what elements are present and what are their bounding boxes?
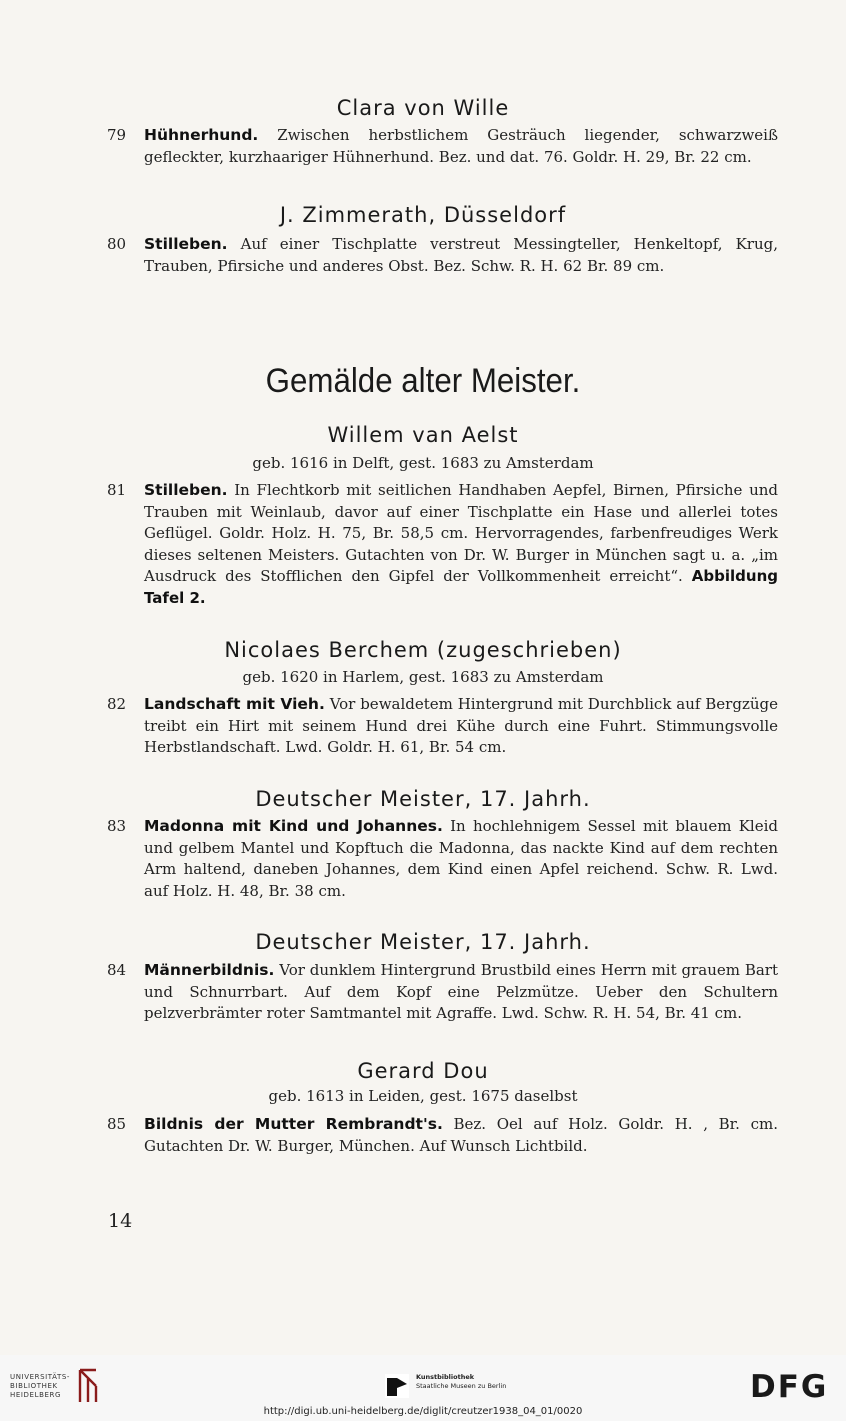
catalog-entry [107, 234, 778, 277]
artist-heading: Willem van Aelst [327, 423, 519, 447]
catalog-entry [107, 816, 778, 902]
section-title: Gemälde alter Meister. [265, 362, 581, 400]
dfg-logo[interactable]: DFG [750, 1369, 829, 1405]
artist-dates: geb. 1620 in Harlem, gest. 1683 zu Amsterdam [242, 668, 604, 686]
catalog-entry [107, 1114, 778, 1157]
lot-title: Landschaft mit Vieh. [144, 695, 325, 713]
lot-description: Auf einer Tischplatte verstreut Messingteller, Henkeltopf, Krug, Trauben, Pfirsiche und anderes Obst. Bez. Schw. R. H. 62 Br. 89 cm. [144, 235, 778, 275]
lot-number: 82 [107, 695, 127, 713]
lot-title: Madonna mit Kind und Johannes. [144, 817, 443, 835]
source-url[interactable]: http://digi.ub.uni-heidelberg.de/diglit/creutzer1938_04_01/0020 [263, 1406, 583, 1417]
page-number: 14 [108, 1210, 133, 1232]
artist-heading: Deutscher Meister, 17. Jahrh. [255, 930, 591, 954]
artist-heading: J. Zimmerath, Düsseldorf [279, 203, 567, 227]
lot-description: In Flechtkorb mit seitlichen Handhaben Aepfel, Birnen, Pfirsiche und Trauben mit Weinlaub, davor auf einer Tischplatte ein Hase und allerlei totes Geflügel. Goldr. Holz. H. 75, Br. 58,5 cm. Hervorragendes, farbenfreudiges Werk dieses seltenen Meisters. Gutachten von Dr. W. Burger in München sagt u. a. „im Ausdruck des Stofflichen den Gipfel der Vollkommenheit erreicht“. [144, 481, 778, 586]
catalog-entry [107, 125, 778, 168]
artist-heading: Deutscher Meister, 17. Jahrh. [255, 787, 591, 811]
lot-description: Zwischen herbstlichem Gesträuch liegender, schwarzweiß gefleckter, kurzhaariger Hühnerhund. Bez. und dat. 76. Goldr. H. 29, Br. 22 cm. [144, 126, 778, 166]
kunstbibliothek-label: Kunstbibliothek Staatliche Museen zu Berlin [416, 1373, 507, 1390]
lot-number: 84 [107, 961, 127, 979]
lot-title: Stilleben. [144, 481, 228, 499]
artist-heading: Clara von Wille [336, 96, 510, 120]
catalog-entry [107, 960, 778, 1025]
lot-number: 85 [107, 1115, 127, 1133]
lot-title: Bildnis der Mutter Rembrandt's. [144, 1115, 443, 1133]
university-logo-icon[interactable] [76, 1368, 102, 1404]
lot-title: Hühnerhund. [144, 126, 259, 144]
lot-description: Vor bewaldetem Hintergrund mit Durchblick auf Bergzüge treibt ein Hirt mit seinem Hund drei Kühe durch eine Fuhrt. Stimmungsvolle Herbstlandschaft. Lwd. Goldr. H. 61, Br. 54 cm. [144, 695, 778, 757]
artist-heading: Gerard Dou [357, 1059, 489, 1083]
catalog-entry [107, 694, 778, 759]
catalog-entry [107, 480, 778, 610]
artist-dates: geb. 1616 in Delft, gest. 1683 zu Amsterdam [252, 454, 594, 472]
artist-dates: geb. 1613 in Leiden, gest. 1675 daselbst [268, 1087, 578, 1105]
lot-number: 81 [107, 481, 127, 499]
lot-description: Bez. Oel auf Holz. Goldr. H. , Br. cm. Gutachten Dr. W. Burger, München. Auf Wunsch Lichtbild. [144, 1115, 778, 1155]
kunstbibliothek-logo-icon[interactable] [385, 1374, 409, 1398]
lot-title: Männerbildnis. [144, 961, 275, 979]
lot-number: 80 [107, 235, 127, 253]
lot-title: Stilleben. [144, 235, 228, 253]
plate-reference: Abbildung Tafel 2. [144, 567, 778, 607]
lot-number: 83 [107, 817, 127, 835]
university-library-label: UNIVERSITÄTS- BIBLIOTHEK HEIDELBERG [10, 1373, 71, 1399]
lot-description: Vor dunklem Hintergrund Brustbild eines Herrn mit grauem Bart und Schnurrbart. Auf dem Kopf eine Pelzmütze. Ueber den Schultern pelzverbrämter roter Samtmantel mit Agraffe. Lwd. Schw. R. H. 54, Br. 41 cm. [144, 961, 778, 1023]
lot-number: 79 [107, 126, 127, 144]
lot-description: In hochlehnigem Sessel mit blauem Kleid und gelbem Mantel und Kopftuch die Madonna, das nackte Kind auf dem rechten Arm haltend, daneben Johannes, dem Kind einen Apfel reichend. Schw. R. Lwd. auf Holz. H. 48, Br. 38 cm. [144, 817, 778, 900]
artist-heading: Nicolaes Berchem (zugeschrieben) [224, 638, 622, 662]
